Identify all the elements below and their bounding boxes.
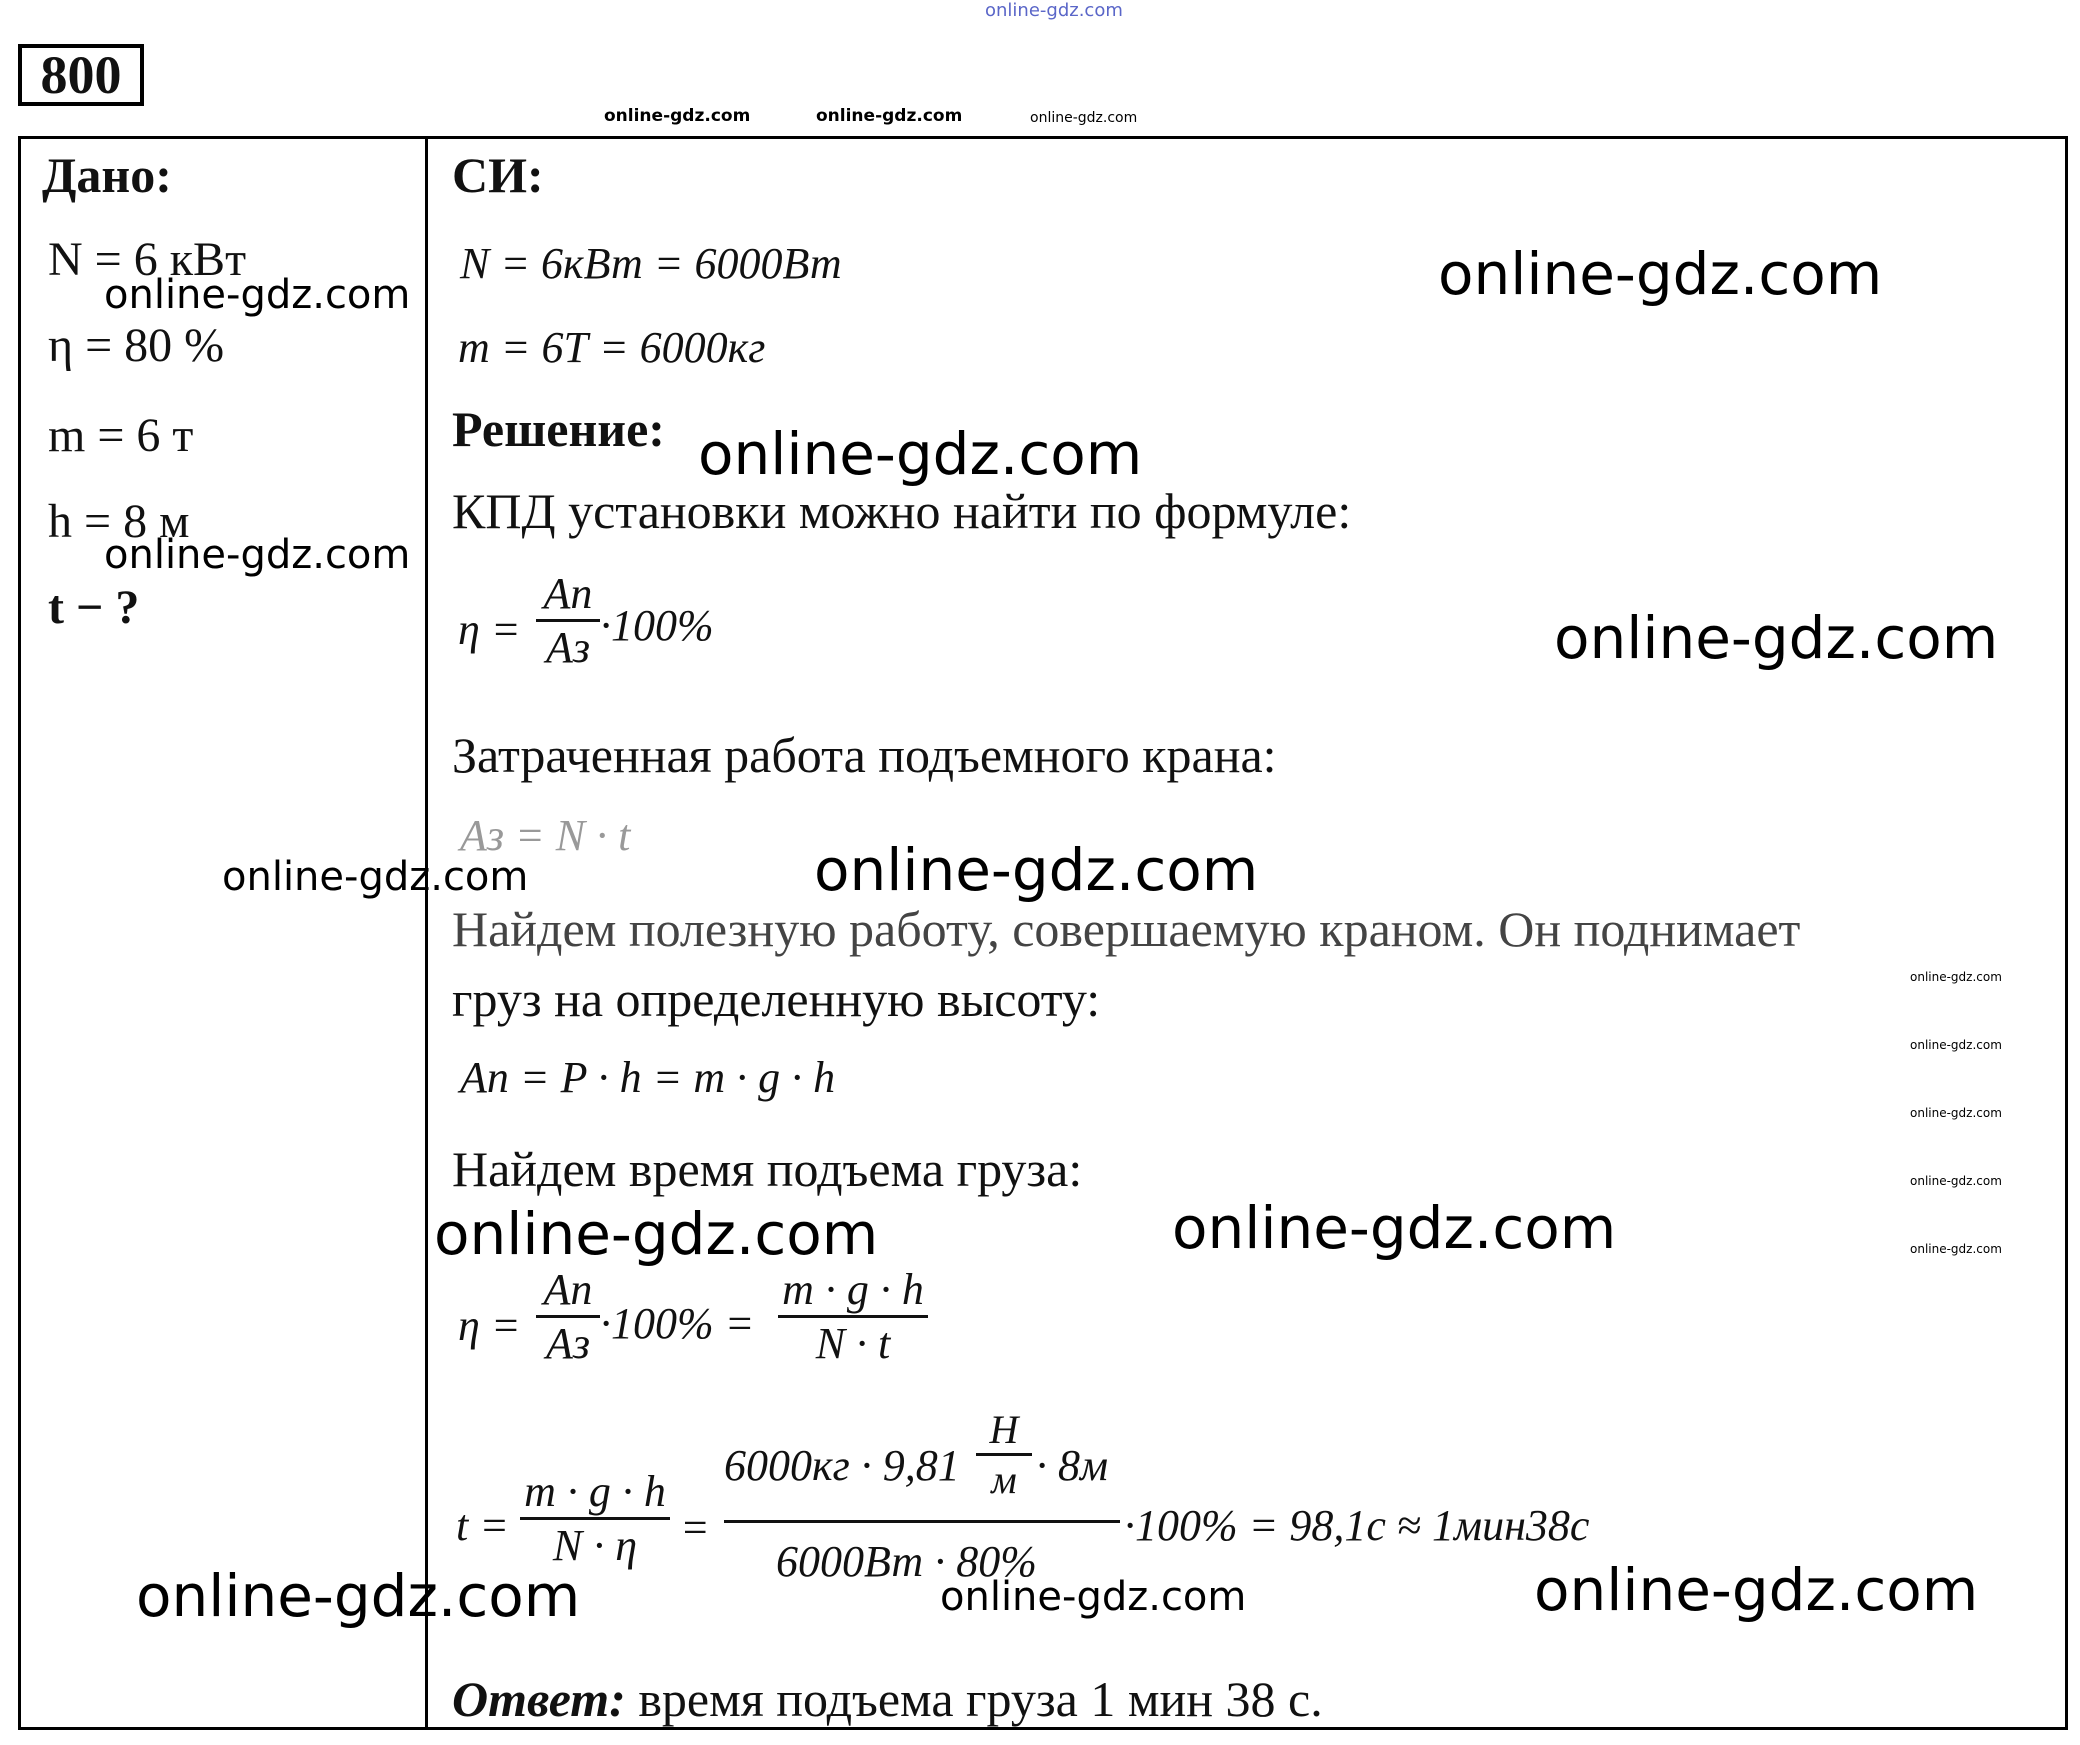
column-divider [425, 136, 428, 1730]
watermark: online-gdz.com [1910, 1174, 2002, 1188]
formula-time-num-a: 6000кг · 9,81 [724, 1441, 960, 1490]
watermark: online-gdz.com [940, 1574, 1247, 1620]
answer [452, 1670, 1323, 1728]
formula-time-lhs: t = [456, 1501, 509, 1550]
given-power: N = 6 кВт [48, 233, 247, 286]
formula-time-eq: = [680, 1503, 710, 1552]
watermark-top: online-gdz.com [985, 0, 1123, 21]
formula-time-fraction-1 [520, 1466, 670, 1571]
solution-text-4: Найдем время подъема груза: [452, 1141, 1083, 1197]
solution-text-1: КПД установки можно найти по формуле: [452, 483, 1352, 539]
watermark: online-gdz.com [1910, 1106, 2002, 1120]
fraction-numerator: m · g · h [782, 1265, 924, 1314]
formula-spent-work: Aз = N · t [460, 811, 631, 860]
formula-eta2-fraction-2 [778, 1264, 928, 1369]
given-mass: m = 6 т [48, 409, 194, 462]
fraction-numerator: Aп [543, 569, 593, 618]
solution-title: Решение: [452, 401, 665, 457]
given-height: h = 8 м [48, 495, 190, 548]
fraction-denominator: Aз [545, 1319, 591, 1368]
solution-text-3b: груз на определенную высоту: [452, 971, 1101, 1027]
answer-text: время подъема груза 1 мин 38 с. [625, 1671, 1323, 1727]
fraction-numerator: Н [989, 1407, 1019, 1452]
formula-eta-lhs: η = [458, 605, 521, 654]
watermark: online-gdz.com [1554, 604, 1999, 672]
si-title: СИ: [452, 147, 544, 203]
watermark: online-gdz.com [1910, 1038, 2002, 1052]
watermark: online-gdz.com [816, 106, 963, 126]
formula-time-num-d: · 8м [1036, 1441, 1109, 1490]
si-mass: m = 6Т = 6000кг [458, 323, 766, 372]
solution-text-3a: Найдем полезную работу, совершаемую краном. Он поднимает [452, 901, 1801, 957]
solution-text-2: Затраченная работа подъемного крана: [452, 727, 1277, 783]
watermark: online-gdz.com [1910, 970, 2002, 984]
formula-time-main-bar [724, 1520, 1120, 1523]
formula-eta2-lhs: η = [458, 1301, 521, 1350]
formula-eta2-mid: ·100% = [600, 1299, 755, 1348]
watermark: online-gdz.com [1438, 240, 1883, 308]
fraction-denominator: N · t [815, 1319, 891, 1368]
watermark: online-gdz.com [814, 836, 1259, 904]
fraction-numerator: m · g · h [524, 1467, 666, 1516]
formula-time-den: 6000Вт · 80% [776, 1537, 1037, 1586]
watermark: online-gdz.com [104, 272, 411, 318]
problem-number: 800 [18, 44, 144, 106]
watermark: online-gdz.com [1534, 1556, 1979, 1624]
watermark: online-gdz.com [1910, 1242, 2002, 1256]
formula-eta-fraction [536, 568, 600, 673]
fraction-numerator: Aп [543, 1265, 593, 1314]
si-power: N = 6кВт = 6000Вт [460, 239, 842, 288]
given-efficiency: η = 80 % [48, 319, 225, 372]
answer-label: Ответ: [452, 1671, 626, 1727]
fraction-denominator: Aз [545, 623, 591, 672]
given-title: Дано: [42, 147, 172, 203]
formula-useful-work: Aп = P · h = m · g · h [460, 1053, 836, 1102]
watermark: online-gdz.com [434, 1200, 879, 1268]
formula-time-rhs: ·100% = 98,1с ≈ 1мин38с [1124, 1501, 1590, 1550]
fraction-denominator: м [991, 1457, 1017, 1502]
formula-time-units-fraction [976, 1406, 1032, 1503]
watermark: online-gdz.com [604, 106, 751, 126]
formula-eta-rhs: ·100% [600, 601, 714, 650]
fraction-denominator: N · η [552, 1521, 638, 1570]
watermark: online-gdz.com [222, 854, 529, 900]
given-unknown-time: t − ? [48, 581, 140, 634]
watermark: online-gdz.com [1030, 110, 1138, 126]
watermark: online-gdz.com [1172, 1194, 1617, 1262]
formula-eta2-fraction-1 [536, 1264, 600, 1369]
watermark: online-gdz.com [136, 1562, 581, 1630]
watermark: online-gdz.com [698, 420, 1143, 488]
watermark: online-gdz.com [104, 532, 411, 578]
